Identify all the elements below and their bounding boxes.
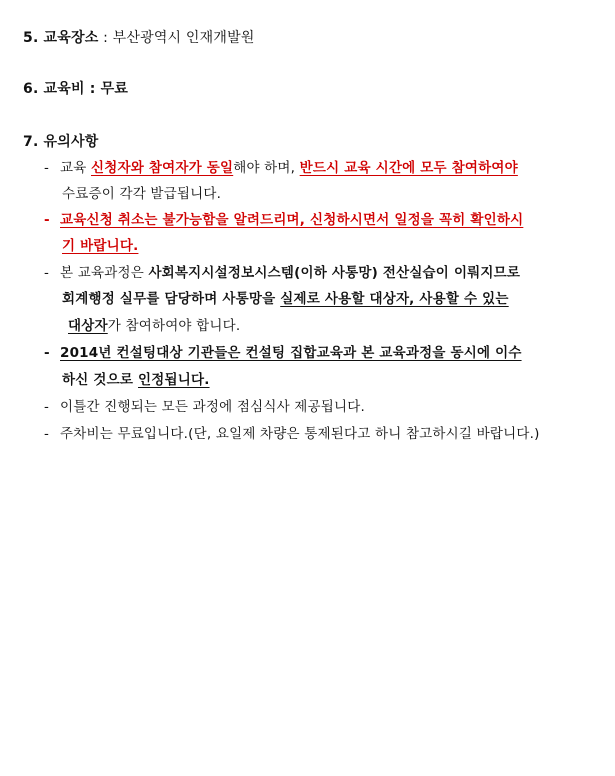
note-3-text-d: 실제로 사용할 대상자, 사용할 수 있는 (280, 291, 509, 307)
note-5-text-a: 이틀간 진행되는 모든 과정에 점심식사 제공됩니다. (60, 399, 366, 415)
section-6-separator: : (84, 81, 101, 97)
section-6-fee (23, 80, 128, 98)
section-7-label: 7. 유의사항 (23, 134, 99, 150)
note-4-line-2 (62, 371, 210, 389)
bullet-dash: - (44, 345, 50, 361)
note-1-text-e: 수료증이 각각 발급됩니다. (62, 186, 222, 202)
note-1-text-c: 해야 하며, (233, 160, 300, 176)
note-5-line-1 (44, 398, 365, 416)
note-4-line-1 (44, 344, 522, 362)
note-4-text-a: 2014년 컨설팅대상 기관들은 컨설팅 집합교육과 본 교육과정을 동시에 이수 (60, 345, 522, 361)
note-4-text-c: 인정됩니다. (138, 372, 210, 388)
note-1-emphasis-attend-all: 반드시 교육 시간에 모두 참여하여야 (299, 160, 518, 176)
note-3-line-3 (68, 317, 240, 335)
section-6-value: 무료 (100, 81, 129, 97)
note-2-line-1 (44, 211, 523, 229)
note-3-text-a: 본 교육과정은 (60, 265, 149, 281)
note-2-text-a: 교육신청 취소는 불가능함을 알려드리며, 신청하시면서 일정을 꼭히 확인하시 (60, 212, 524, 228)
note-6-line-1 (44, 425, 540, 443)
note-3-text-b: 사회복지시설정보시스템(이하 사통망) 전산실습이 이뤄지므로 (148, 265, 521, 281)
note-6-text-a: 주차비는 무료입니다.(단, 요일제 차량은 통제된다고 하니 참고하시길 바랍니다.) (60, 426, 540, 442)
note-3-text-c: 회계행정 실무를 담당하며 사통망을 (62, 291, 281, 307)
bullet-dash: - (44, 399, 50, 415)
section-5-venue (23, 29, 255, 47)
note-3-line-2 (62, 290, 509, 308)
note-4-text-b: 하신 것으로 (62, 372, 139, 388)
note-2-text-b: 기 바랍니다. (62, 238, 139, 254)
bullet-dash: - (44, 212, 50, 228)
note-1-emphasis-same-person: 신청자와 참여자가 동일 (90, 160, 234, 176)
section-5-value: 부산광역시 인재개발원 (112, 30, 255, 46)
section-5-label: 5. 교육장소 (23, 30, 99, 46)
note-3-text-e: 대상자 (68, 318, 108, 334)
note-2-line-2 (62, 237, 138, 255)
section-7-heading (23, 133, 98, 151)
note-3-line-1 (44, 264, 520, 282)
note-3-text-f: 가 참여하여야 합니다. (107, 318, 241, 334)
note-1-text-a: 교육 (60, 160, 91, 176)
bullet-dash: - (44, 265, 50, 281)
bullet-dash: - (44, 160, 50, 176)
bullet-dash: - (44, 426, 50, 442)
section-5-separator: : (98, 30, 113, 46)
section-6-label: 6. 교육비 (23, 81, 85, 97)
note-1-line-1 (44, 159, 518, 177)
note-1-line-2 (62, 185, 221, 203)
